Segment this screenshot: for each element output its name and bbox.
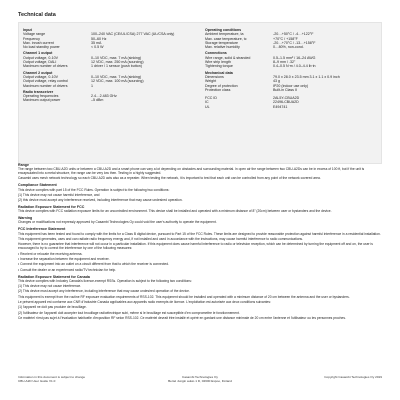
footer-line: Information in this document is subject to change	[18, 375, 86, 379]
spec-section-heading: Input	[23, 28, 32, 32]
spec-label: Protection class	[205, 87, 231, 92]
spec-value: 1	[91, 83, 93, 88]
spec-value: +70°C / +158°F	[273, 36, 298, 41]
spec-row	[23, 45, 195, 49]
footer-left	[18, 376, 128, 384]
spec-value: -20…+70°C / -13…+158°F	[273, 40, 316, 45]
section-paragraph: This device complies with FCC radiation exposure limits for an uncontrolled environment. This device shall be installed and operated with a minimum distance of 8" (20cm) between user or bystanders and the device.	[18, 209, 332, 214]
section-heading: FCC Interference Statement	[18, 227, 66, 232]
spec-row	[23, 98, 195, 102]
section-paragraph: (2) this device must accept any interference received, including interference that may cause undesired operation.	[18, 198, 183, 203]
footer-right	[272, 376, 382, 380]
spec-value: -20…+50°C / -4…+122°F	[273, 32, 314, 37]
spec-label: Weight	[205, 79, 217, 84]
section-paragraph: Casambi uses mesh network technology so each CBU-A2D acts also as a repeater. When testing the network, it is important to test that each unit can be controlled from any point of the network covered area.	[18, 176, 321, 181]
section-paragraph: However, there is no guarantee that interference will not occur in a particular installation. If this equipment does cause harmful interference to radio or television reception, which can be determined by turning the equipment off and on, the user is encouraged to try to correct the interference by one of the following measures:	[18, 242, 373, 251]
spec-value: 12 VDC, max. 100 mA (sourcing)	[91, 79, 144, 84]
section-paragraph: • Connect the equipment into an outlet on a circuit different from that to which the receiver is connected.	[18, 262, 170, 267]
spec-label: Maximum number of drivers	[23, 64, 68, 69]
spec-value: 79.0 x 28.0 x 23.5 mm 3.1 x 1.1 x 0.9 inch	[273, 74, 340, 79]
spec-label: Wire strip length	[205, 60, 231, 65]
spec-label: Max. relative humidity	[205, 45, 240, 50]
spec-label: Degree of protection	[205, 83, 238, 88]
spec-value: 100–240 VAC (CE/UL/CSA) 277 VAC (UL/CSA only)	[91, 32, 175, 37]
spec-label: Dimensions	[205, 74, 224, 79]
footer-center	[138, 376, 262, 384]
spec-label: Output voltage, 0-10V	[23, 55, 58, 60]
footer-line: CBU-A2D User Guide V1.0	[18, 378, 56, 383]
spec-label: Voltage range	[23, 32, 46, 37]
spec-value: 0–10 VDC, max. 7 mA (sinking)	[91, 55, 142, 60]
spec-row	[205, 105, 377, 109]
section-paragraph: • Consult the dealer or an experienced radio/TV technician for help.	[18, 267, 117, 272]
spec-value: 2AL5Y-CBUA2D	[273, 96, 300, 101]
spec-value: 2.4…2.483 GHz	[91, 94, 117, 99]
spec-label: Wire range, solid & stranded	[205, 55, 251, 60]
section-paragraph: This device complies with Industry Canada's licence-exempt RSSs. Operation is subject to the following two conditions:	[18, 278, 192, 283]
section-paragraph: (1) This device may not cause harmful interference, and	[18, 192, 100, 197]
spec-label: Output voltage, 0-10V	[23, 74, 58, 79]
spec-value: 12 VDC, max. 250 mA (sourcing)	[91, 60, 144, 65]
section-paragraph: This equipment has been tested and found to comply with the limits for a Class B digital device, pursuant to Part 15 of the FCC Rules. These limits are designed to provide reasonable protection against harmful interference in a residential installation.	[18, 231, 381, 236]
spec-value: < 0.5 W	[91, 45, 104, 50]
footer-line: Casambi Technologies Oy	[182, 375, 218, 379]
spec-label: FCC ID	[205, 96, 217, 101]
spec-section-heading: Operating conditions	[205, 28, 242, 32]
spec-label: Storage temperature	[205, 40, 238, 45]
page-title: Technical data	[18, 12, 56, 18]
section-heading: Compliance Statement	[18, 183, 57, 188]
spec-row	[205, 64, 377, 68]
spec-value: 0.4–0.5 N·m / 4.0–4.4 lb·in	[273, 64, 316, 69]
spec-label: No load standby power	[23, 45, 60, 50]
section-paragraph: (1) l'appareil ne doit pas produire de brouillage.	[18, 305, 87, 310]
spec-value: Built-in Class II	[273, 87, 297, 92]
document-page	[18, 12, 382, 321]
spec-label: Output voltage, relay control	[23, 79, 68, 84]
spec-section-heading: Radio transceiver	[23, 89, 54, 94]
section-heading: Radiation Exposure Statement for FCC	[18, 205, 85, 210]
spec-value: 35 mA	[91, 40, 102, 45]
spec-section-heading: Mechanical data	[205, 70, 233, 75]
spec-value: E494741	[273, 104, 288, 109]
spec-column-left	[23, 26, 195, 103]
spec-value: 50–60 Hz	[91, 36, 107, 41]
footer-line: Bertel Jungin aukio 1 D, 02600 Espoo, Finland	[168, 378, 232, 383]
spec-label: Output voltage, DALI	[23, 60, 57, 65]
spec-label: Operating frequencies	[23, 94, 59, 99]
spec-label: Tightening torque	[205, 64, 233, 69]
section-heading: Radiation Exposure Statement for Canada	[18, 274, 90, 279]
spec-value: IP20 (indoor use only)	[273, 83, 309, 88]
spec-column-right	[205, 26, 377, 109]
section-paragraph: (2) l'utilisateur de l'appareil doit accepter tout brouillage radioélectrique subi, même si le brouillage est susceptible d'en compromettre le fonctionnement.	[18, 310, 240, 315]
section-paragraph: The range between two CBU-A2D units or between a CBU-A2D and a smart phone can vary a lot depending on obstacles and surrounding material. In open air the range between two CBU-A2Ds can be in excess of 100 ft, but if the unit is encapsulated into a metal structure, the range can be very low then. Testing in a highly suggested.	[18, 167, 365, 176]
spec-row	[205, 88, 377, 92]
spec-section-heading: Channel 2 output	[23, 70, 53, 75]
spec-label: Frequency	[23, 36, 40, 41]
technical-data-table	[18, 22, 382, 164]
spec-value: 1 driver / 1 sensor (push button)	[91, 64, 142, 69]
section-paragraph: This device complies with part 15 of the FCC Rules. Operation is subject to the following two conditions:	[18, 187, 170, 192]
footer-line: Copyright Casambi Technologies Oy 2019	[324, 375, 382, 379]
spec-value: 43 g	[273, 79, 280, 84]
spec-label: Max. inrush current	[23, 40, 54, 45]
regulatory-text	[18, 160, 382, 321]
section-paragraph: • Increase the separation between the equipment and receiver.	[18, 256, 110, 261]
spec-value: 0–10 VDC, max. 7 mA (sinking)	[91, 74, 142, 79]
spec-row	[205, 45, 377, 49]
spec-label: Maximum output power	[23, 98, 61, 103]
spec-label: UL	[205, 104, 210, 109]
section-paragraph: Le présent appareil est conforme aux CNR d'Industrie Canada applicables aux appareils radio exempts de licence. L'exploitation est autorisée aux deux conditions suivantes:	[18, 300, 271, 305]
section-heading: Range	[18, 163, 29, 167]
section-paragraph: This equipment is exempt from the routine RF exposure evaluation requirements of RSS-102. This equipment should be installed and operated with a minimum distance of 20 cm between the antenna and the user or bystanders.	[18, 294, 350, 299]
section-paragraph: • Reorient or relocate the receiving antenna.	[18, 251, 83, 256]
spec-value: –5 dBm	[91, 98, 104, 103]
spec-value: 22496-CBUA2D	[273, 100, 299, 105]
spec-section-heading: Channel 1 output	[23, 51, 53, 56]
spec-value: 8–9 mm / .32"	[273, 60, 296, 65]
section-paragraph: (1) This device may not cause interference.	[18, 284, 82, 289]
section-paragraph: Ce matériel n'est pas sujet à l'évaluation habituelle d'exposition RF selon RSS-102. Ce matériel devrait être installé et opéré en gardant une distance minimale de 20 cm entre l'antenne et l'utilisateur ou les personnes proches.	[18, 316, 346, 321]
spec-label: Maximum number of drivers	[23, 83, 68, 88]
spec-label: Ambient temperature, ta	[205, 32, 244, 37]
spec-section-heading: Connections	[205, 51, 227, 56]
section-paragraph: Changes or modifications not expressly approved by Casambi Technologies Oy could void the user's authority to operate the equipment.	[18, 220, 217, 225]
spec-label: Max. case temperature, tc	[205, 36, 247, 41]
spec-row	[23, 84, 195, 88]
section-paragraph: This equipment generates, uses and can radiate radio frequency energy and, if not installed and used in accordance with the instructions, may cause harmful interference to radio communications.	[18, 236, 303, 241]
spec-value: 0.5–1.5 mm² / 16–24 AWG	[273, 55, 316, 60]
spec-value: 0…80%, non-cond.	[273, 45, 304, 50]
spec-row	[23, 64, 195, 68]
section-paragraph: (2) This device must accept any interference, including interference that may cause undesired operation of the device.	[18, 289, 190, 294]
section-heading: Warning	[18, 216, 33, 221]
spec-label: IC	[205, 100, 209, 105]
